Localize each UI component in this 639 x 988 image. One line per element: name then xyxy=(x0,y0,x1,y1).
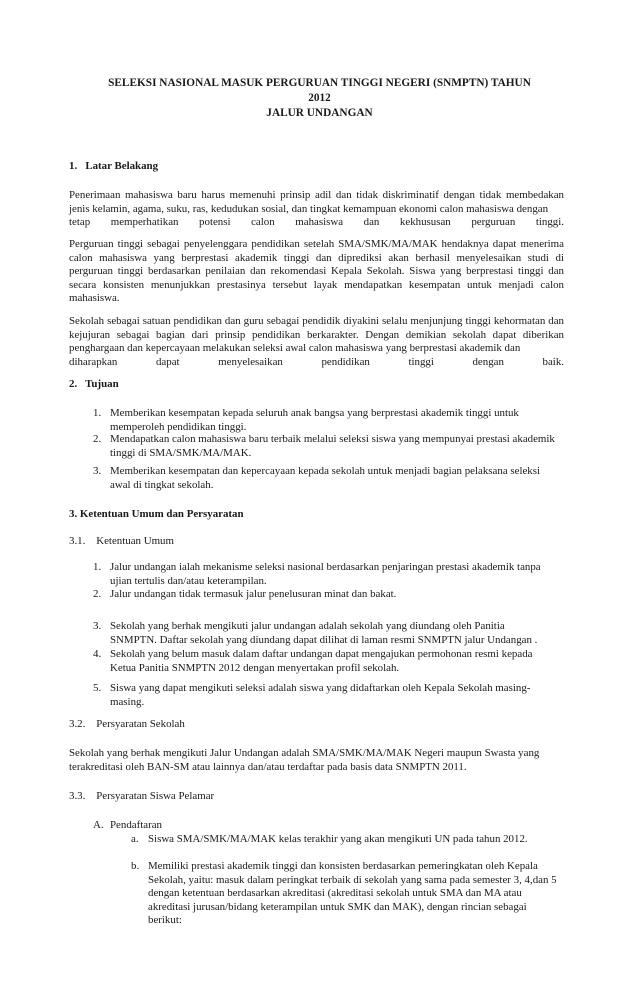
list-item-text-line: akreditasi jurusan/bidang keterampilan untuk SMK dan MAK), dengan rincian sebagai xyxy=(148,900,527,913)
list-item-text: Sekolah yang belum masuk dalam daftar undangan dapat mengajukan permohonan resmi kepada xyxy=(110,648,533,660)
list-item-text-cont: ujian tertulis dan/atau keterampilan. xyxy=(110,574,267,587)
list-item-letter: b. xyxy=(131,860,140,872)
list-item-text-cont: tinggi di SMA/SMK/MA/MAK. xyxy=(110,446,252,459)
section-3-heading: 3. Ketentuan Umum dan Persyaratan xyxy=(69,508,244,520)
list-item-text-cont: Ketua Panitia SNMPTN 2012 dengan menyertakan profil sekolah. xyxy=(110,661,400,674)
paragraph-3-last-line: diharapkan dapat menyelesaikan pendidikan tinggi dengan baik. xyxy=(69,355,564,368)
subsection-a-letter: A. xyxy=(93,819,104,831)
list-item-number: 3. xyxy=(93,620,102,632)
list-item-text: Memberikan kesempatan dan kepercayaan kepada sekolah untuk menjadi bagian pelaksana seleksi xyxy=(110,465,541,477)
list-item-text-line: dengan ketentuan berdasarkan akreditasi (akreditasi sekolah untuk SMA dan MA atau xyxy=(148,887,522,900)
section-3-2-paragraph xyxy=(69,747,564,774)
list-item-number: 2. xyxy=(93,588,102,600)
section-3-3-heading: 3.3. Persyaratan Siswa Pelamar xyxy=(69,790,215,802)
title-line-1: SELEKSI NASIONAL MASUK PERGURUAN TINGGI NEGERI (SNMPTN) TAHUN xyxy=(108,77,531,89)
section-1-paragraph-1 xyxy=(69,189,564,230)
list-item-number: 1. xyxy=(93,561,102,573)
paragraph-1-last-line: tetap memperhatikan potensi calon mahasiswa dan kekhususan perguruan tinggi. xyxy=(69,216,564,229)
section-3-2-heading: 3.2. Persyaratan Sekolah xyxy=(69,718,185,730)
list-item-text: Jalur undangan tidak termasuk jalur penelusuran minat dan bakat. xyxy=(110,588,397,600)
list-item-text: Siswa SMA/SMK/MA/MAK kelas terakhir yang akan mengikuti UN pada tahun 2012. xyxy=(148,833,528,845)
list-item-number: 5. xyxy=(93,682,102,694)
section-3-2-line-2: terakreditasi oleh BAN-SM atau lainnya dan/atau terdaftar pada basis data SNMPTN 2011. xyxy=(69,760,467,773)
list-item-number: 1. xyxy=(93,407,102,419)
list-item-number: 4. xyxy=(93,648,102,660)
list-item-text: Siswa yang dapat mengikuti seleksi adalah siswa yang didaftarkan oleh Kepala Sekolah masing- xyxy=(110,682,531,694)
list-item-text-cont: SNMPTN. Daftar sekolah yang diundang dapat dilihat di laman resmi SNMPTN jalur Undangan . xyxy=(110,633,538,646)
list-item-text: Jalur undangan ialah mekanisme seleksi nasional berdasarkan penjaringan prestasi akademik tanpa xyxy=(110,561,541,573)
title-line-3: JALUR UNDANGAN xyxy=(266,107,373,119)
list-item-letter: a. xyxy=(131,833,139,845)
list-item-text: Mendapatkan calon mahasiswa baru terbaik melalui seleksi siswa yang mempunyai prestasi akademik xyxy=(110,433,555,445)
list-item-text-line: Sekolah, yaitu: masuk dalam peringkat terbaik di sekolah yang sama pada semester 3, 4,dan 5 xyxy=(148,873,557,886)
subsection-a-label: Pendaftaran xyxy=(110,819,163,831)
document-title xyxy=(70,76,569,121)
list-item-number: 2. xyxy=(93,433,102,445)
paragraph-3-body: Sekolah sebagai satuan pendidikan dan guru sebagai pendidik diyakini selalu menjunjung tinggi kehormatan dan kejujuran sebagai bagian dari prinsip pendidikan berkarakter. Dengan demikian sekolah dapat diberikan penghargaan dan kepercayaan melakukan seleksi awal calon mahasiswa yang berprestasi akademik dan xyxy=(69,315,564,355)
list-item-number: 3. xyxy=(93,465,102,477)
section-1-paragraph-3 xyxy=(69,315,564,369)
section-1-heading: 1. Latar Belakang xyxy=(69,160,159,172)
paragraph-1-body: Penerimaan mahasiswa baru harus memenuhi prinsip adil dan tidak diskriminatif dengan tidak membedakan jenis kelamin, agama, suku, ras, kedudukan sosial, dan tingkat kemampuan ekonomi calon mahasiswa dengan xyxy=(69,189,564,215)
section-2-heading: 2. Tujuan xyxy=(69,378,119,390)
list-item-text-cont: masing. xyxy=(110,695,145,708)
section-3-2-line-1: Sekolah yang berhak mengikuti Jalur Undangan adalah SMA/SMK/MA/MAK Negeri maupun Swasta yang xyxy=(69,747,540,759)
list-item-text-line: berikut: xyxy=(148,914,182,927)
list-item-text: Memberikan kesempatan kepada seluruh anak bangsa yang berprestasi akademik tinggi untuk xyxy=(110,407,519,419)
list-item-text: Sekolah yang berhak mengikuti jalur undangan adalah sekolah yang diundang oleh Panitia xyxy=(110,620,505,632)
title-line-2: 2012 xyxy=(308,92,331,104)
section-3-1-heading: 3.1. Ketentuan Umum xyxy=(69,535,174,547)
list-item-text-cont: awal di tingkat sekolah. xyxy=(110,478,214,491)
section-1-paragraph-2: Perguruan tinggi sebagai penyelenggara pendidikan setelah SMA/SMK/MA/MAK hendaknya dapat menerima calon mahasiswa yang berprestasi akademik tinggi dan diprediksi akan berhasil menyelesaikan studi di perguruan tinggi berdasarkan penilaian dan rekomendasi Kepala Sekolah. Siswa yang berprestasi tinggi dan secara konsisten menunjukkan prestasinya tersebut layak mendapatkan kesempatan untuk menjadi calon mahasiswa. xyxy=(69,238,564,305)
list-item-text-line: Memiliki prestasi akademik tinggi dan konsisten berdasarkan pemeringkatan oleh Kepala xyxy=(148,860,538,872)
list-item-text-cont: memperoleh pendidikan tinggi. xyxy=(110,420,247,433)
